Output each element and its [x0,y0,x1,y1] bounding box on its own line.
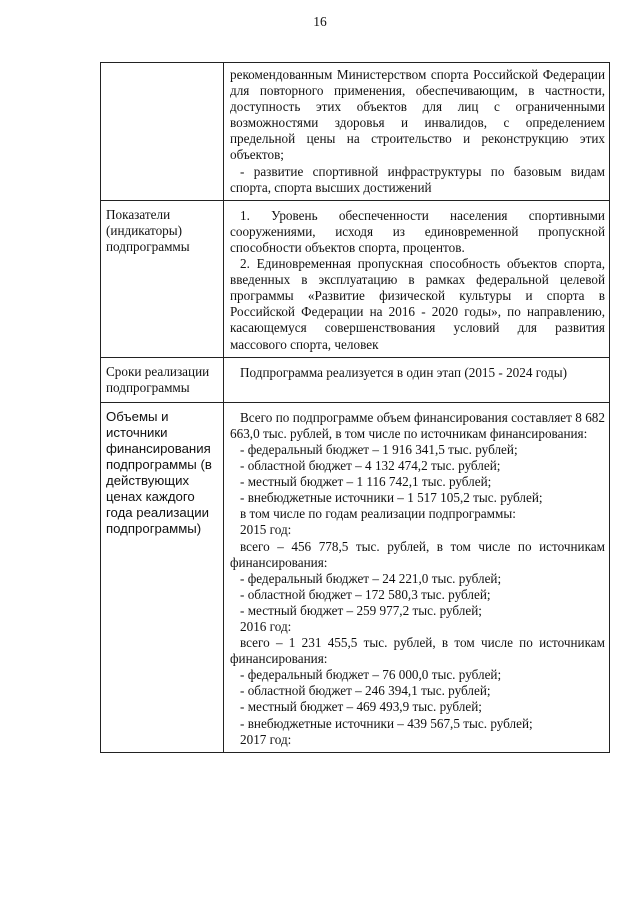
financing-line: - областной бюджет – 172 580,3 тыс. рублей; [240,586,491,602]
financing-line: - федеральный бюджет – 24 221,0 тыс. рублей; [240,570,502,586]
financing-line: - внебюджетные источники – 439 567,5 тыс. рублей; [240,715,533,731]
financing-line: - внебюджетные источники – 1 517 105,2 тыс. рублей; [240,490,543,506]
financing-line: - областной бюджет – 4 132 474,2 тыс. рублей; [240,458,501,474]
row-content [224,200,610,357]
row-label [101,63,224,201]
paragraph: рекомендованным Министерством спорта Российской Федерации для повторного применения, обеспечивающим, в частности, доступность этих объектов для лиц с ограниченными возможностями здоровья и инвалидов, с определением предельной цены на строительство и реконструкцию этих объектов; [230,67,605,163]
financing-line: - местный бюджет – 259 977,2 тыс. рублей; [240,602,482,618]
paragraph: Подпрограмма реализуется в один этап (2015 - 2024 годы) [240,364,568,380]
subprogram-passport-table [100,62,610,753]
financing-line: Всего по подпрограмме объем финансирования составляет 8 682 663,0 тыс. рублей, в том числе по источникам финансирования: [230,409,605,441]
page-number: 16 [313,14,327,29]
financing-line: всего – 1 231 455,5 тыс. рублей, в том числе по источникам финансирования: [230,635,605,667]
row-label: Объемы и источники финансирования подпрограммы (в действующих ценах каждого года реализации подпрограммы) [101,402,224,752]
paragraph: - развитие спортивной инфраструктуры по базовым видам спорта, спорта высших достижений [230,163,605,195]
financing-year: 2015 год: [240,522,292,538]
table-row-financing [101,402,610,752]
financing-year: 2016 год: [240,619,292,634]
paragraph: 2. Единовременная пропускная способность объектов спорта, введенных в эксплуатацию в рамках федеральной целевой программы «Развитие физической культуры и спорта в Российской Федерации на 2016 - 2020 годы», по направлению, касающемуся совершенствования условий для развития массового спорта, человек [230,256,605,352]
financing-line: - местный бюджет – 1 116 742,1 тыс. рублей; [240,474,492,490]
financing-line: - областной бюджет – 246 394,1 тыс. рублей; [240,683,491,699]
row-label: Показатели (индикаторы) подпрограммы [101,200,224,357]
financing-line: - федеральный бюджет – 1 916 341,5 тыс. рублей; [240,441,518,457]
row-content [224,357,610,402]
financing-line: в том числе по годам реализации подпрограммы: [240,506,516,522]
financing-year: 2017 год: [240,731,292,747]
paragraph: 1. Уровень обеспеченности населения спортивными сооружениями, исходя из единовременной пропускной способности объектов спорта, процентов. [230,207,605,255]
table-row-indicators [101,200,610,357]
row-content [224,402,610,752]
financing-line: - местный бюджет – 469 493,9 тыс. рублей; [240,699,482,715]
row-label: Сроки реализации подпрограммы [101,357,224,402]
row-content [224,63,610,201]
table-row-terms [101,357,610,402]
financing-line: - федеральный бюджет – 76 000,0 тыс. рублей; [240,667,502,683]
financing-line: всего – 456 778,5 тыс. рублей, в том числе по источникам финансирования: [230,538,605,570]
table-row-goals-continuation [101,63,610,201]
